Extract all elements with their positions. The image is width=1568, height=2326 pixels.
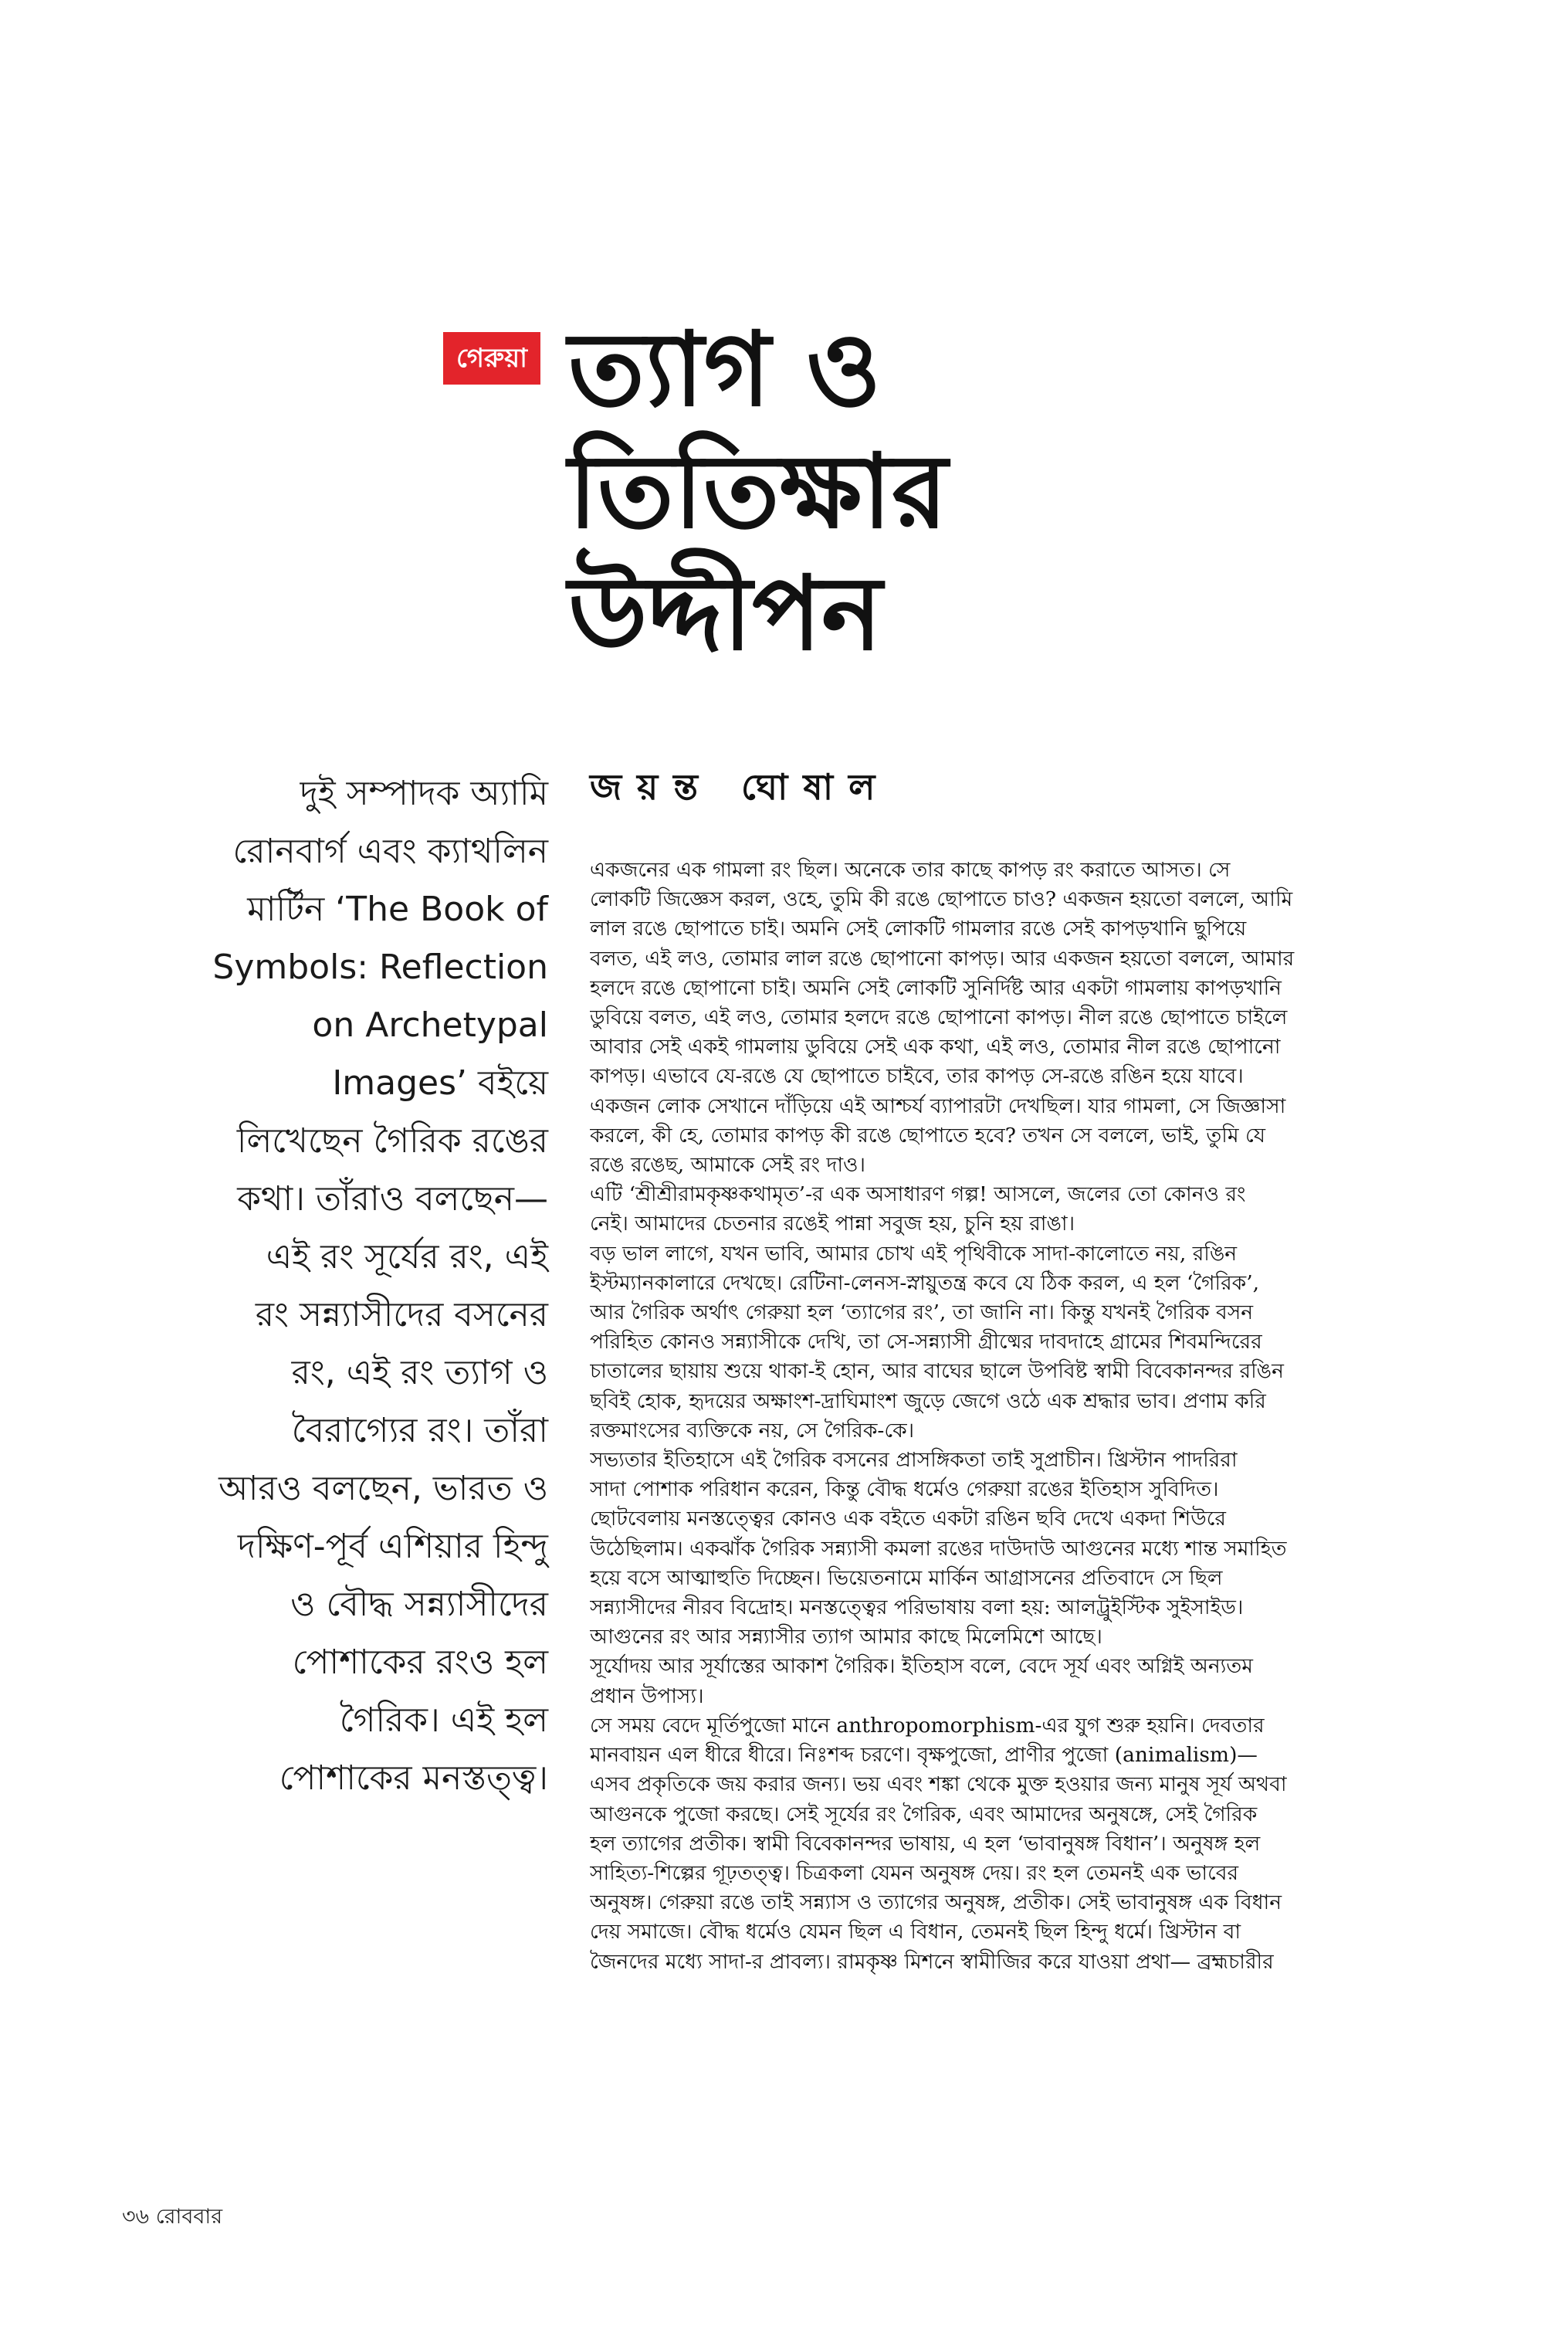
article-line: এটি ‘শ্রীশ্রীরামকৃষ্ণকথামৃত’-র এক অসাধারণ গল্প! আসলে, জলের তো কোনও রং [590, 1182, 1246, 1207]
article-line: আগুনকে পুজো করছে। সেই সূর্যের রং গৈরিক, এবং আমাদের অনুষঙ্গে, সেই গৈরিক [590, 1802, 1258, 1826]
article-line: আবার সেই একই গামলায় ডুবিয়ে সেই এক কথা, এই লও, তোমার নীল রঙে ছোপানো [590, 1035, 1281, 1060]
pull-quote-line: পোশাকের মনস্তত্ত্ব। [279, 1758, 548, 1798]
article-line: হলদে রঙে ছোপানো চাই। অমনি সেই লোকটি সুনির্দিষ্ট আর একটা গামলায় কাপড়খানি [590, 975, 1282, 1000]
article-line: বড় ভাল লাগে, যখন ভাবি, আমার চোখ এই পৃথিবীকে সাদা-কালোতে নয়, রঙিন [590, 1241, 1238, 1266]
pull-quote-line: on Archetypal [312, 1005, 548, 1045]
article-line: প্রধান উপাস্য। [590, 1683, 704, 1708]
article-line: ইস্টম্যানকালারে দেখছে। রেটিনা-লেনস-স্নায়ুতন্ত্র কবে যে ঠিক করল, এ হল ‘গৈরিক’, [590, 1270, 1260, 1295]
article-line: নেই। আমাদের চেতনার রঙেই পান্না সবুজ হয়, চুনি হয় রাঙা। [590, 1212, 1075, 1236]
pull-quote-line: দক্ষিণ-পূর্ব এশিয়ার হিন্দু [237, 1527, 548, 1566]
headline-line-3: উদ্দীপন [568, 554, 882, 673]
article-line: একজন লোক সেখানে দাঁড়িয়ে এই আশ্চর্য ব্যাপারটা দেখছিল। যার গামলা, সে জিজ্ঞাসা [590, 1093, 1286, 1118]
page-folio: ৩৬ রোববার [122, 2205, 223, 2229]
pull-quote-line: কথা। তাঁরাও বলছেন— [237, 1179, 548, 1219]
article-line: হয়ে বসে আত্মাহুতি দিচ্ছেন। ভিয়েতনামে মার্কিন আগ্রাসনের প্রতিবাদে সে ছিল [590, 1565, 1223, 1590]
article-line: মানবায়ন এল ধীরে ধীরে। নিঃশব্দ চরণে। বৃক্ষপুজো, প্রাণীর পুজো (animalism)— [590, 1743, 1258, 1768]
article-line: রঙে রঙেছ, আমাকে সেই রং দাও। [590, 1153, 866, 1178]
article-line: ছোটবেলায় মনস্তত্ত্বের কোনও এক বইতে একটা রঙিন ছবি দেখে একদা শিউরে [590, 1507, 1226, 1531]
article-line: সাহিত্য-শিল্পের গূঢ়তত্ত্ব। চিত্রকলা যেমন অনুষঙ্গ দেয়। রং হল তেমনই এক ভাবের [590, 1860, 1239, 1885]
pull-quote-line: এই রং সূর্যের রং, এই [266, 1237, 548, 1277]
article-line: পরিহিত কোনও সন্ন্যাসীকে দেখি, তা সে-সন্ন্যাসী গ্রীষ্মের দাবদাহে গ্রামের শিবমন্দিরের [590, 1330, 1262, 1355]
article-line: ছবিই হোক, হৃদয়ের অক্ষাংশ-দ্রাঘিমাংশ জুড়ে জেগে ওঠে এক শ্রদ্ধার ভাব। প্রণাম করি [590, 1388, 1266, 1413]
article-line: লোকটি জিজ্ঞেস করল, ওহে, তুমি কী রঙে ছোপাতে চাও? একজন হয়তো বললে, আমি [590, 887, 1293, 912]
article-line: দেয় সমাজে। বৌদ্ধ ধর্মেও যেমন ছিল এ বিধান, তেমনই ছিল হিন্দু ধর্মে। খ্রিস্টান বা [590, 1920, 1241, 1945]
article-line: উঠেছিলাম। একঝাঁক গৈরিক সন্ন্যাসী কমলা রঙের দাউদাউ আগুনের মধ্যে শান্ত সমাহিত [590, 1536, 1287, 1561]
headline [568, 309, 1109, 675]
article-line: করলে, কী হে, তোমার কাপড় কী রঙে ছোপাতে হবে? তখন সে বললে, ভাই, তুমি যে [590, 1123, 1266, 1148]
article-line: লাল রঙে ছোপাতে চাই। অমনি সেই লোকটি গামলার রঙে সেই কাপড়খানি ছুপিয়ে [590, 917, 1247, 941]
article-line: রক্তমাংসের ব্যক্তিকে নয়, সে গৈরিক-কে। [590, 1418, 915, 1443]
pull-quote-line: বৈরাগ্যের রং। তাঁরা [291, 1411, 548, 1450]
article-line: চাতালের ছায়ায় শুয়ে থাকা-ই হোন, আর বাঘের ছালে উপবিষ্ট স্বামী বিবেকানন্দর রঙিন [590, 1359, 1284, 1384]
pull-quote-line: রং, এই রং ত্যাগ ও [291, 1353, 548, 1392]
article-line: একজনের এক গামলা রং ছিল। অনেকে তার কাছে কাপড় রং করাতে আসত। সে [590, 858, 1231, 882]
article-line: জৈনদের মধ্যে সাদা-র প্রাবল্য। রামকৃষ্ণ মিশনে স্বামীজির করে যাওয়া প্রথা— ব্রহ্মচারীর [590, 1949, 1274, 1974]
article-line: বলত, এই লও, তোমার লাল রঙে ছোপানো কাপড়। আর একজন হয়তো বললে, আমার [590, 946, 1295, 971]
pull-quote-line: পোশাকের রংও হল [292, 1643, 548, 1682]
article-line: আর গৈরিক অর্থাৎ গেরুয়া হল ‘ত্যাগের রং’, তা জানি না। কিন্তু যখনই গৈরিক বসন [590, 1300, 1254, 1325]
article-line: অনুষঙ্গ। গেরুয়া রঙে তাই সন্ন্যাস ও ত্যাগের অনুষঙ্গ, প্রতীক। সেই ভাবানুষঙ্গ এক বিধান [590, 1890, 1282, 1915]
pull-quote-line: রং সন্ন্যাসীদের বসনের [255, 1295, 548, 1334]
pull-quote-line: Symbols: Reflection [212, 948, 548, 987]
headline-line-1: ত্যাগ ও [568, 310, 882, 429]
pull-quote-line: লিখেছেন গৈরিক রঙের [236, 1121, 548, 1161]
author-byline: জয়ন্ত ঘোষাল [590, 766, 891, 808]
pull-quote-line: মার্টিন ‘The Book of [247, 890, 548, 929]
pull-quote-line: আরও বলছেন, ভারত ও [218, 1469, 548, 1508]
article-body [590, 856, 1458, 1977]
pull-quote [116, 765, 548, 1807]
article-line: সূর্যোদয় আর সূর্যাস্তের আকাশ গৈরিক। ইতিহাস বলে, বেদে সূর্য এবং অগ্নিই অন্যতম [590, 1654, 1253, 1679]
article-line: সে সময় বেদে মূর্তিপুজো মানে anthropomorphism-এর যুগ শুরু হয়নি। দেবতার [590, 1713, 1265, 1738]
article-line: এসব প্রকৃতিকে জয় করার জন্য। ভয় এবং শঙ্কা থেকে মুক্ত হওয়ার জন্য মানুষ সূর্য অথবা [590, 1772, 1287, 1797]
article-line: সন্ন্যাসীদের নীরব বিদ্রোহ। মনস্তত্ত্বের পরিভাষায় বলা হয়: আলট্রুইস্টিক সুইসাইড। [590, 1595, 1244, 1620]
article-line: সাদা পোশাক পরিধান করেন, কিন্তু বৌদ্ধ ধর্মেও গেরুয়া রঙের ইতিহাস সুবিদিত। [590, 1477, 1219, 1502]
pull-quote-line: Images’ বইয়ে [332, 1063, 548, 1103]
article-line: ডুবিয়ে বলত, এই লও, তোমার হলদে রঙে ছোপানো কাপড়। নীল রঙে ছোপাতে চাইলে [590, 1005, 1288, 1030]
pull-quote-line: দুই সম্পাদক অ্যামি [300, 774, 548, 813]
article-line: কাপড়। এভাবে যে-রঙে যে ছোপাতে চাইবে, তার কাপড় সে-রঙে রঙিন হয়ে যাবে। [590, 1064, 1244, 1089]
article-line: হল ত্যাগের প্রতীক। স্বামী বিবেকানন্দর ভাষায়, এ হল ‘ভাবানুষঙ্গ বিধান’। অনুষঙ্গ হল [590, 1831, 1261, 1856]
article-line: সভ্যতার ইতিহাসে এই গৈরিক বসনের প্রাসঙ্গিকতা তাই সুপ্রাচীন। খ্রিস্টান পাদরিরা [590, 1448, 1238, 1473]
pull-quote-line: রোনবার্গ এবং ক্যাথলিন [232, 832, 548, 871]
pull-quote-line: গৈরিক। এই হল [339, 1700, 548, 1740]
headline-line-2: তিতিক্ষার [568, 432, 948, 551]
section-tag: গেরুয়া [443, 332, 540, 385]
pull-quote-line: ও বৌদ্ধ সন্ন্যাসীদের [290, 1585, 548, 1624]
article-line: আগুনের রং আর সন্ন্যাসীর ত্যাগ আমার কাছে মিলেমিশে আছে। [590, 1625, 1102, 1650]
